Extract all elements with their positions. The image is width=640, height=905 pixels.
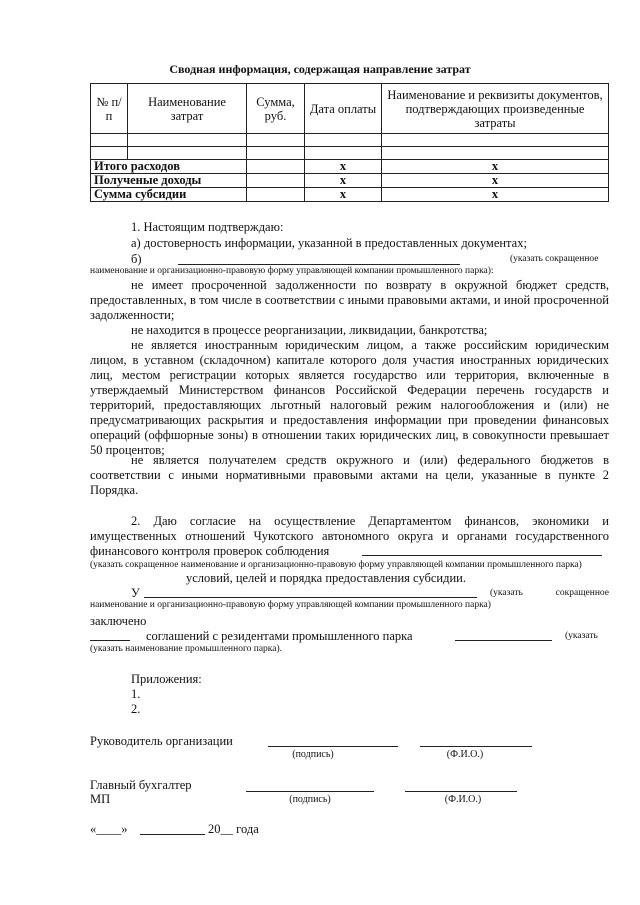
- section1-condition-4: не является получателем средств окружного и (или) федерального бюджетов в соответствии с иными нормативными правовыми актами на цели, указанные в пункте 2 Порядка.: [90, 453, 609, 497]
- accountant-label: Главный бухгалтер: [90, 778, 192, 792]
- section2-hint-3a: (указать: [565, 631, 598, 641]
- date-year: 20__ года: [208, 822, 259, 836]
- section1-item-b-label: б): [131, 252, 142, 266]
- table-row-income: Полученые доходы х х: [91, 174, 609, 188]
- table-header-row: [91, 84, 609, 134]
- expenses-table: [90, 83, 609, 202]
- table-row-subsidy: Сумма субсидии х х: [91, 188, 609, 202]
- section2-hint-2: (указать сокращенное наименование и организационно-правовую форму управляющей компании промышленного парка): [90, 588, 609, 610]
- section1-b-hint: (указать сокращенное: [510, 254, 599, 264]
- section2-hint-3: (указать наименование промышленного парка).: [90, 644, 283, 654]
- table-row: [91, 134, 609, 147]
- section2-conditions-text: условий, целей и порядка предоставления субсидии.: [186, 571, 466, 585]
- header-payment-date: Дата оплаты: [305, 84, 382, 134]
- date-month-line[interactable]: [140, 834, 205, 835]
- head-sign-caption: (подпись): [292, 749, 334, 760]
- attachment-1: 1.: [131, 687, 141, 701]
- company-name-line-2[interactable]: [362, 555, 602, 556]
- header-amount: Сумма, руб.: [247, 84, 305, 134]
- head-signature-line[interactable]: [268, 746, 398, 747]
- park-name-line[interactable]: [455, 640, 552, 641]
- header-documents: Наименование и реквизиты документов, подтверждающих произведенные затраты: [382, 84, 609, 134]
- section2-agreements-text: соглашений с резидентами промышленного парка: [146, 629, 413, 643]
- head-label: Руководитель организации: [90, 734, 233, 748]
- section1-condition-2: не находится в процессе реорганизации, ликвидации, банкротства;: [131, 323, 488, 337]
- header-expense-name: Наименование затрат: [128, 84, 247, 134]
- stamp-label: МП: [90, 792, 111, 806]
- accountant-name-caption: (Ф.И.О.): [444, 794, 482, 805]
- section2-u-label: У: [131, 586, 140, 600]
- section1-heading: 1. Настоящим подтверждаю:: [131, 220, 284, 234]
- attachments-label: Приложения:: [131, 672, 202, 686]
- header-number: № п/п: [91, 84, 128, 134]
- section1-condition-1: не имеет просроченной задолженности по возврату в окружной бюджет средств, предоставленных, в том числе в соответствии с иными правовыми актами, и иной просроченной задолженности;: [90, 278, 609, 322]
- document-title: Сводная информация, содержащая направление затрат: [169, 62, 471, 76]
- section2-hint-1: (указать сокращенное наименование и организационно-правовую форму управляющей компании промышленного парка): [90, 560, 582, 570]
- section2-consent-text: 2. Даю согласие на осуществление Департаментом финансов, экономики и имущественных отношений Чукотского автономного округа и органами государственного финансового контроля проверок соблюдения: [90, 514, 609, 558]
- attachment-2: 2.: [131, 702, 141, 716]
- section1-item-a: а) достоверность информации, указанной в предоставленных документах;: [131, 236, 527, 250]
- agreements-count-line[interactable]: [90, 640, 130, 641]
- table-row: [91, 147, 609, 160]
- head-name-caption: (Ф.И.О.): [446, 749, 484, 760]
- head-name-line[interactable]: [420, 746, 532, 747]
- section2-concluded: заключено: [90, 614, 147, 628]
- section1-condition-3: не является иностранным юридическим лицом, а также российским юридическим лицом, в уставном (складочном) капитале которого доля участия иностранных юридических лиц, местом регистрации которых является государство или территория, включенные в утверждаемый Министерством финансов Российской Федерации перечень государств и территорий, предоставляющих льготный налоговый режим налогообложения и (или) не предусматривающих раскрытия и предоставления информации при проведении финансовых операций (оффшорные зоны) в отношении таких юридических лиц, в совокупности превышает 50 процентов;: [90, 338, 609, 457]
- accountant-signature-line[interactable]: [246, 791, 374, 792]
- section1-b-hint-line2: наименование и организационно-правовую форму управляющей компании промышленного парка):: [90, 266, 494, 276]
- table-row-total-expenses: Итого расходов х х: [91, 160, 609, 174]
- accountant-name-line[interactable]: [405, 791, 517, 792]
- date-open: «____»: [90, 822, 128, 836]
- accountant-sign-caption: (подпись): [289, 794, 331, 805]
